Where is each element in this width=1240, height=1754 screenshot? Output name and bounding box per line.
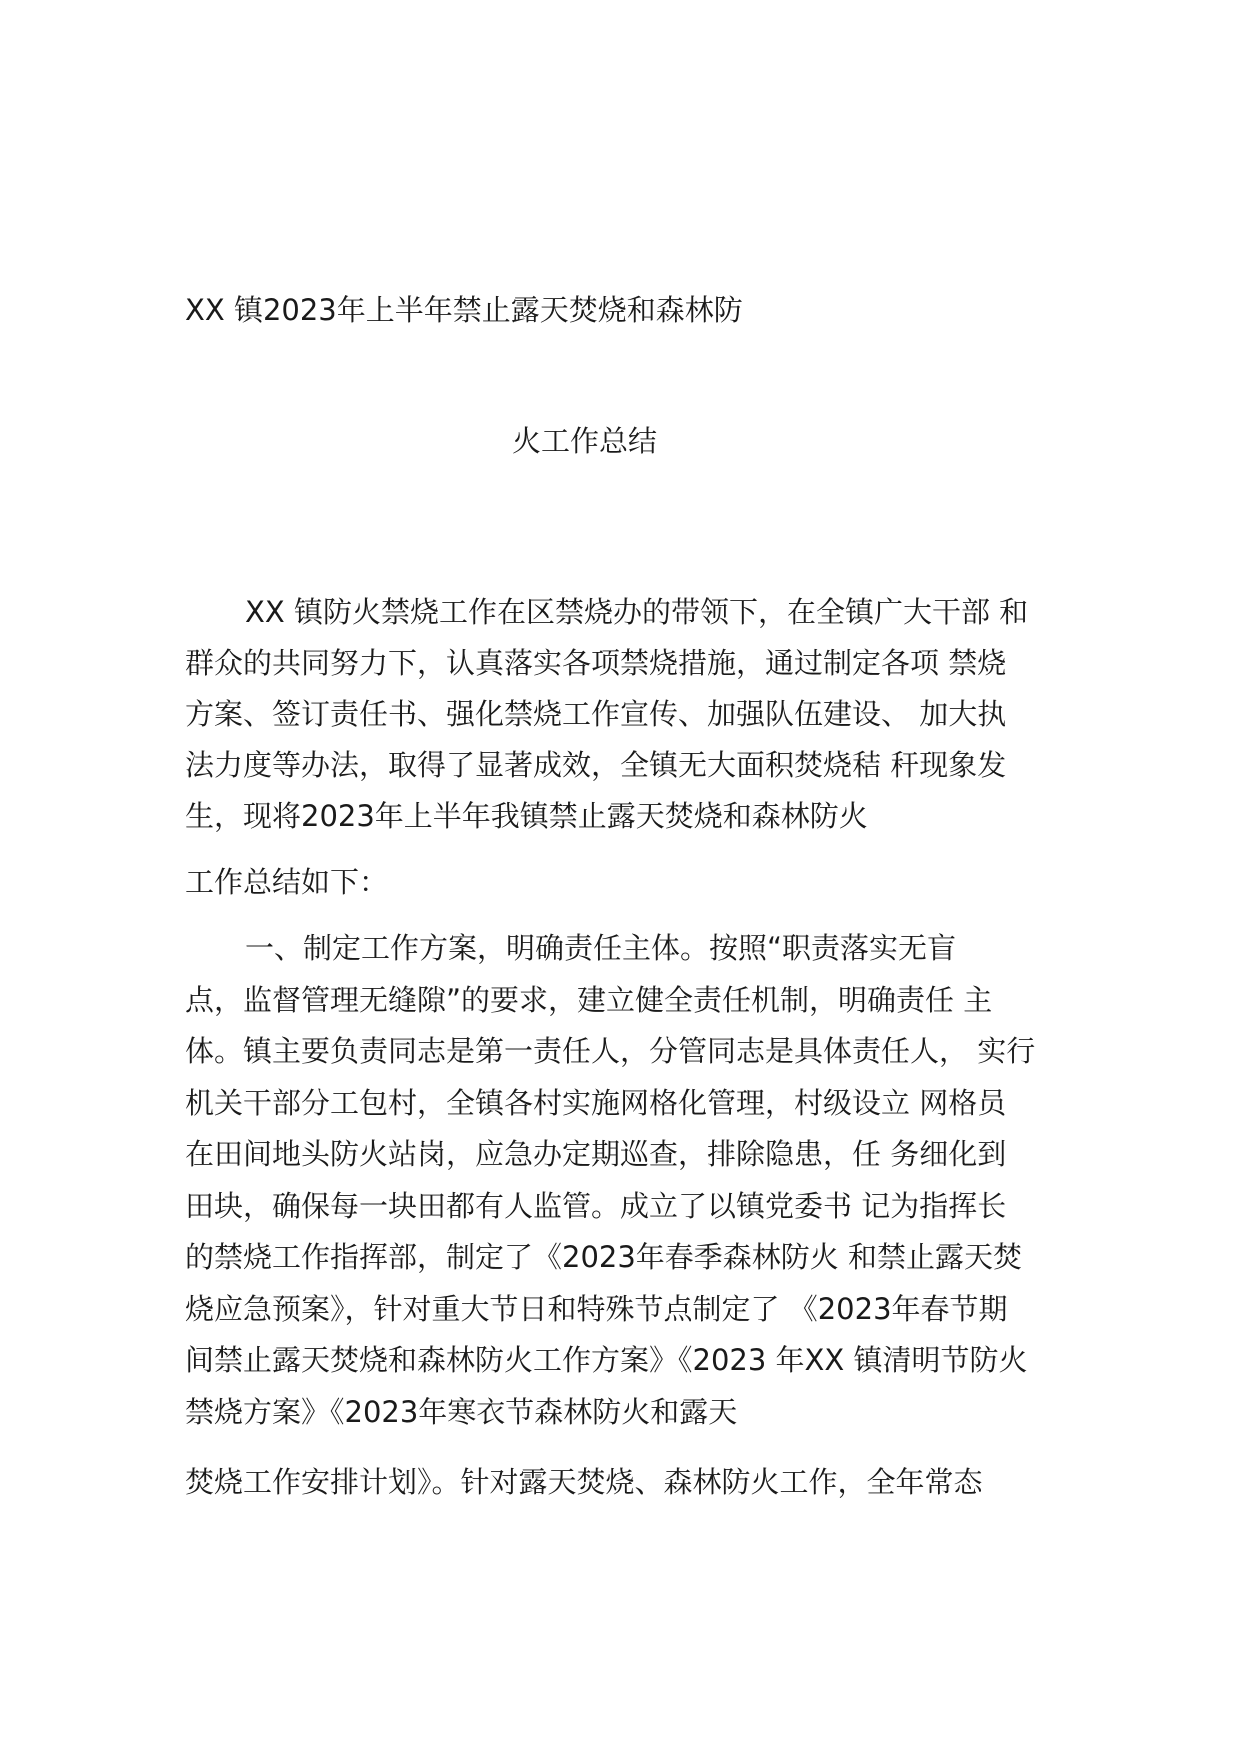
paragraph-2-line-4: 机关干部分工包村，全镇各村实施网格化管理，村级设立 网格员 — [185, 1086, 1007, 1120]
paragraph-1-line-4: 法力度等办法，取得了显著成效，全镇无大面积焚烧秸 秆现象发 — [185, 748, 1007, 782]
paragraph-1-line-6: 工作总结如下： — [185, 865, 389, 899]
paragraph-1-line-3: 方案、签订责任书、强化禁烧工作宣传、加强队伍建设、 加大执 — [185, 697, 1007, 731]
paragraph-2-line-10: 禁烧方案》《2023年寒衣节森林防火和露天 — [185, 1395, 738, 1429]
paragraph-2-line-11: 焚烧工作安排计划》。针对露天焚烧、森林防火工作，全年常态 — [185, 1465, 983, 1499]
paragraph-2-line-6: 田块，确保每一块田都有人监管。成立了以镇党委书 记为指挥长 — [185, 1189, 1007, 1223]
document-title-line-1: XX 镇2023年上半年禁止露天焚烧和森林防 — [185, 293, 743, 327]
paragraph-2-line-5: 在田间地头防火站岗，应急办定期巡查，排除隐患，任 务细化到 — [185, 1137, 1007, 1171]
paragraph-2-line-9: 间禁止露天焚烧和森林防火工作方案》《2023 年XX 镇清明节防火 — [185, 1343, 1028, 1377]
paragraph-2-line-8: 烧应急预案》，针对重大节日和特殊节点制定了 《2023年春节期 — [185, 1292, 1008, 1326]
paragraph-2-line-7: 的禁烧工作指挥部，制定了《2023年春季森林防火 和禁止露天焚 — [185, 1240, 1023, 1274]
paragraph-2-line-3: 体。镇主要负责同志是第一责任人，分管同志是具体责任人， 实行 — [185, 1034, 1036, 1068]
paragraph-1-line-1: XX 镇防火禁烧工作在区禁烧办的带领下，在全镇广大干部 和 — [245, 595, 1029, 629]
paragraph-1-line-2: 群众的共同努力下，认真落实各项禁烧措施，通过制定各项 禁烧 — [185, 646, 1007, 680]
paragraph-2-line-2: 点，监督管理无缝隙”的要求，建立健全责任机制，明确责任 主 — [185, 983, 993, 1017]
document-title-line-2: 火工作总结 — [512, 424, 658, 458]
paragraph-2-line-1: 一、制定工作方案，明确责任主体。按照“职责落实无盲 — [245, 931, 957, 965]
paragraph-1-line-5: 生，现将2023年上半年我镇禁止露天焚烧和森林防火 — [185, 799, 868, 833]
